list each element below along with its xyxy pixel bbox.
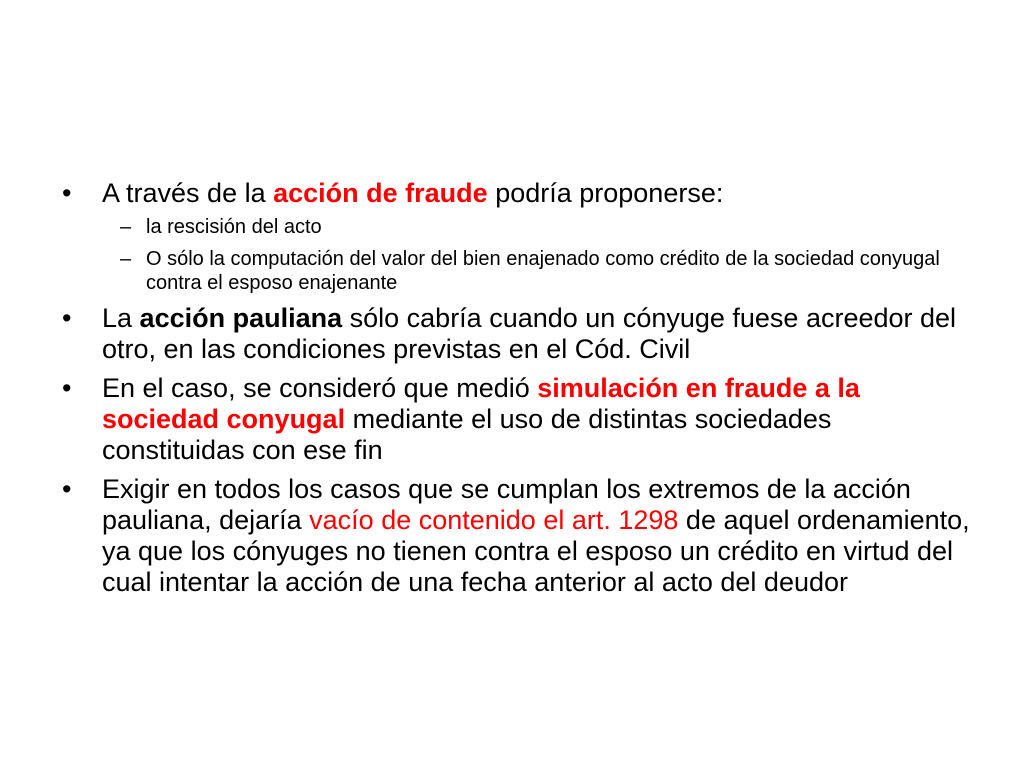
dash-marker: – — [120, 248, 132, 270]
emphasis-text: acción pauliana — [139, 303, 343, 333]
bullet-text: En el caso, se consideró que medió — [102, 373, 538, 403]
bullet-marker: • — [62, 373, 72, 403]
bullet-marker: • — [62, 474, 72, 504]
bullet-text: A través de la — [102, 178, 274, 208]
bullet-text: La — [102, 303, 140, 333]
bullet-item-simulacion — [58, 373, 978, 466]
bullet-text: podría proponerse: — [487, 178, 724, 208]
slide-body — [58, 178, 978, 606]
bullet-item-exigir — [58, 474, 978, 598]
bullet-text: mediante el uso de distintas sociedades constituidas con ese fin — [102, 404, 832, 465]
dash-marker: – — [120, 216, 132, 238]
emphasis-text: vacío de contenido el art. 1298 — [309, 505, 679, 535]
sub-item-computacion — [58, 247, 978, 295]
bullet-item-fraude — [58, 178, 978, 209]
emphasis-text: acción de fraude — [273, 178, 488, 208]
bullet-text: Exigir en todos los casos que se cumplan los extremos de la acción pauliana, dejaría — [102, 474, 911, 535]
bullet-marker: • — [62, 303, 72, 333]
bullet-marker: • — [62, 178, 72, 208]
sub-item-rescision — [58, 215, 978, 239]
emphasis-text: simulación en fraude a la sociedad conyugal — [102, 373, 860, 434]
bullet-text: sólo cabría cuando un cónyuge fuese acreedor del otro, en las condiciones previstas en el Cód. Civil — [102, 303, 957, 364]
sub-item-text: O sólo la computación del valor del bien enajenado como crédito de la sociedad conyugal contra el esposo enajenante — [146, 248, 940, 294]
bullet-item-pauliana — [58, 303, 978, 365]
sub-item-text: la rescisión del acto — [146, 216, 322, 238]
bullet-text: de aquel ordenamiento, ya que los cónyuges no tienen contra el esposo un crédito en virtud del cual intentar la acción de una fecha anterior al acto del deudor — [102, 505, 970, 597]
